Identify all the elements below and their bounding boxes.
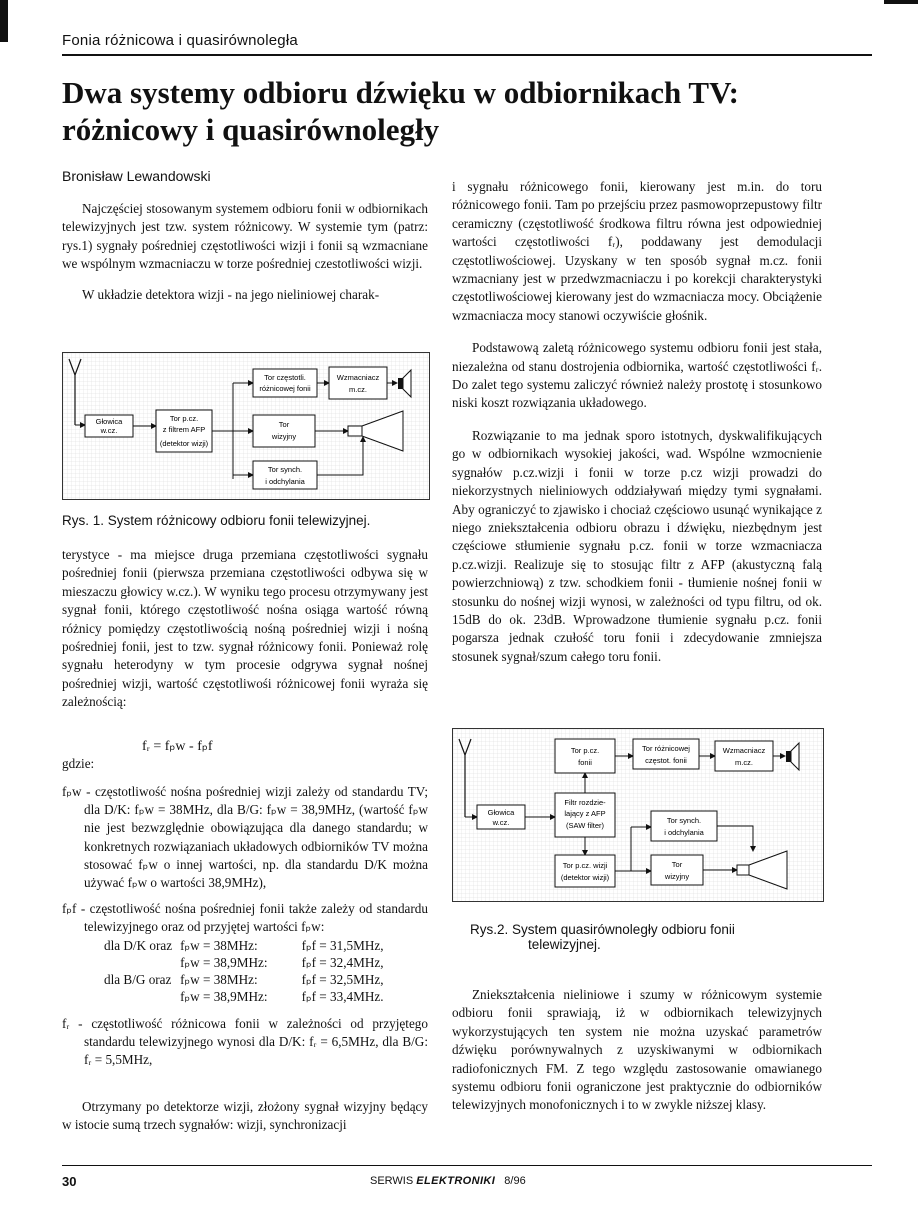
block-label: częstot. fonii [645, 756, 687, 765]
magazine-footer [370, 1175, 526, 1187]
block-label: i odchylania [265, 477, 305, 486]
header-rule [62, 54, 872, 56]
block-label: Filtr rozdzie- [564, 798, 606, 807]
formula: fᵣ = fₚw - fₚf [142, 739, 213, 754]
block-label: Tor synch. [666, 816, 702, 825]
table-cell: fₚw = 38,9MHz: [180, 988, 268, 1004]
table-cell: fₚw = 38MHz: [180, 971, 258, 987]
corner-mark [0, 0, 8, 42]
block-label: Tor [671, 860, 683, 869]
gdzie: gdzie: [62, 756, 95, 771]
paragraph: i sygnału różnicowego fonii, kierowany jest m.in. do toru różnicowego fonii. Tam po przejściu przez pasmowoprzepustowy filtr ceramiczny (częstotliwość środkowa filtru równa jest odpowiedniej wartości częstotliwości fᵣ), poddawany jest demodulacji częstotliwościowej. Uzyskany w ten sposób sygnał m.cz. fonii wzmacniany jest w przedwzmacniaczu i po korekcji charakterystyki częstotliwościowej kierowany jest do wzmacniacza mocy. Obciążenie wzmacniacza mocy stanowi oczywiście głośnik. [452, 179, 822, 323]
block-label: Wzmacniacz [336, 373, 380, 382]
caption-line: telewizyjnej. [528, 937, 601, 952]
section-header: Fonia różnicowa i quasirównoległa [62, 32, 298, 49]
caption-line: Rys.2. System quasirównoległy odbioru fonii [470, 922, 735, 937]
block-label: wizyjny [664, 872, 690, 881]
right-column-bottom [452, 986, 822, 1115]
left-column-bottom [62, 1098, 428, 1135]
block-label: Tor [278, 420, 290, 429]
block-label: (detektor wizji) [159, 439, 209, 448]
block-label: różnicowej fonii [259, 384, 311, 393]
block-label: z filtrem AFP [162, 425, 206, 434]
figure-1-diagram [63, 353, 429, 499]
table-row [104, 954, 392, 971]
block-label: Wzmacniacz [722, 746, 766, 755]
paragraph: Podstawową zaletą różnicowego systemu odbioru fonii jest stała, niezależna od stanu dostrojenia odbiornika, wartość częstotliwości fᵣ. Do zalet tego systemu zaliczyć również należy prostotę i stosunkowo niski koszt rozwiązania układowego. [452, 340, 822, 411]
block-label: m.cz. [735, 758, 753, 767]
block-label: w.cz. [492, 818, 510, 827]
block-label: Tor synch. [267, 465, 303, 474]
left-column-middle [62, 546, 428, 712]
figure-2-caption [470, 922, 822, 952]
paragraph: Zniekształcenia nieliniowe i szumy w różnicowym systemie odbioru fonii sprawiają, iż w odbiornikach telewizyjnych wykorzystujących ten system nie można uzyskać parametrów dźwięku porównywalnych z uzyskiwanymi w odbiornikach radiofonicznych FM. Z tego względu zastosowanie omawianego systemu odbioru fonii ograniczone jest praktycznie do odbiorników telewizyjnych monofonicznych i to w zwykle niższej klasy. [452, 987, 822, 1113]
paragraph: terystyce - ma miejsce druga przemiana częstotliwości sygnału pośredniej fonii (pierwsza przemiana częstotliwości odbywa się w mieszaczu głowicy w.cz.). W wyniku tego procesu otrzymywany jest sygnał fonii, którego częstotliwość nośna osiąga wartość równą różnicy pomiędzy częstotliwością nośną pośredniej wizji i nośną pośredniej fonii, jest to tzw. sygnał różnicowy fonii. Ponieważ rolę sygnału heterodyny w tym procesie odgrywa sygnał nośnej pośredniej wizji, wartość częstotliwośi różnicowej fonii wyraża się zależnością: [62, 547, 428, 710]
right-column-top [452, 178, 822, 666]
block-label: Głowica [487, 808, 515, 817]
paragraph: Rozwiązanie to ma jednak sporo istotnych, dyskwalifikujących go w odbiornikach wysokiej jakości, wad. Wspólne wzmocnienie sygnałów p.cz.wizji i fonii w torze p.cz wizji prowadzi do niekorzystnych nieliniowych oddziaływań między tymi sygnałami. Aby ograniczyć to zjawisko i chociaż częściowo usunąć wynikające z niego zniekształcenia odbioru obrazu i dźwięku, niezbędnym jest częściowe stłumienie sygnału p.cz. fonii w torze wzmacniacza p.cz.wizji. Realizuje się to stosując filtr z AFP (akustyczną falą powierzchniową) z tzw. schodkiem fonii - tłumienie nośnej fonii w stosunku do nośnej wizji wynosi, w zależności od typu filtru, od ok. 15dB do ok. 23dB. Wprowadzone tłumienie sygnału p.cz. fonii pogarsza jednak czułość toru fonii i zdecydowanie zmniejsza stosunek sygnał/szum całego toru fonii. [452, 427, 822, 664]
block-label: wizyjny [271, 432, 297, 441]
table-cell: dla B/G oraz [104, 971, 172, 987]
definition-fr: fᵣ - częstotliwość różnicowa fonii w zależności od przyjętego standardu telewizyjnego wynosi dla D/K: fᵣ = 6,5MHz, dla B/G: fᵣ = 5,5MHz, [62, 1015, 428, 1068]
block-label: Tor częstotli. [264, 373, 306, 382]
table-cell: fₚw = 38,9MHz: [180, 954, 268, 970]
issue: 8/96 [504, 1175, 526, 1187]
definition-fpw: fₚw - częstotliwość nośna pośredniej wizji zależy od standardu TV; dla D/K: fₚw = 38MHz, dla B/G: fₚw = 38,9MHz, (wartość fₚw nie jest bezwzględnie obowiązująca dla danego standardu; w konkretnych rozwiązaniach układowych odbiorników TV można stosować fₚw o innej wartości, np. dla standardu D/K można używać fₚw o wartości 38,9MHz), [62, 784, 428, 891]
magazine-name: ELEKTRONIKI [416, 1175, 496, 1187]
block-label: (SAW filter) [565, 821, 605, 830]
block-label: Tor różnicowej [642, 744, 690, 753]
block-wzmacniacz [329, 367, 387, 399]
block-label: w.cz. [100, 426, 118, 435]
paragraph: Najczęściej stosowanym systemem odbioru fonii w odbiornikach telewizyjnych jest tzw. system różnicowy. W systemie tym (patrz: rys.1) sygnały pośredniej częstotliwości wizji i fonii są wzmacniane we wspólnym wzmacniaczu w torze pośredniej czestotliwości wizji. [62, 201, 428, 272]
page-number: 30 [62, 1174, 77, 1189]
block-tor-pcz-wizji [555, 855, 615, 887]
block-label: Tor p.cz. [169, 414, 199, 423]
figure-1-caption: Rys. 1. System różnicowy odbioru fonii telewizyjnej. [62, 513, 371, 528]
table-row [104, 971, 392, 988]
footer-rule [62, 1165, 872, 1166]
table-cell [104, 954, 180, 971]
table-cell: fₚf = 32,5MHz, [301, 971, 384, 987]
block-label: m.cz. [349, 385, 367, 394]
article-title: Dwa systemy odbioru dźwięku w odbiornikach TV: różnicowy i quasirównoległy [62, 75, 739, 147]
figure-1 [62, 352, 430, 500]
figure-2-diagram [453, 729, 823, 901]
figure-2 [452, 728, 824, 902]
definition-fpf: fₚf - częstotliwość nośna pośredniej fonii także zależy od standardu telewizyjnego oraz od przyjętej wartości fₚw: [62, 901, 428, 935]
table-cell [104, 988, 180, 1005]
table-cell: fₚf = 32,4MHz, [301, 954, 384, 970]
table-cell: dla D/K oraz [104, 937, 173, 953]
top-edge-mark [884, 0, 918, 4]
fpf-table [104, 937, 392, 1005]
block-label: lający z AFP [564, 809, 606, 818]
block-label: i odchylania [664, 828, 704, 837]
table-cell: fₚf = 33,4MHz. [301, 988, 384, 1004]
paragraph: Otrzymany po detektorze wizji, złożony sygnał wizyjny będący w istocie sumą trzech sygnałów: wizji, synchronizacji [62, 1099, 428, 1133]
table-cell: fₚf = 31,5MHz, [301, 937, 384, 953]
block-label: Tor p.cz. wizji [562, 861, 608, 870]
definitions [62, 783, 428, 1069]
block-label: (detektor wizji) [560, 873, 610, 882]
table-row [104, 988, 392, 1005]
paragraph: W układzie detektora wizji - na jego nieliniowej charak- [82, 286, 380, 302]
block-label: Tor p.cz. [570, 746, 600, 755]
magazine-prefix: SERWIS [370, 1175, 414, 1187]
author: Bronisław Lewandowski [62, 168, 211, 184]
table-row [104, 937, 392, 954]
left-column-top [62, 200, 428, 304]
block-label: fonii [578, 758, 592, 767]
block-label: Głowica [95, 417, 123, 426]
block-tor-pcz-fonii [555, 739, 615, 773]
table-cell: fₚw = 38MHz: [180, 937, 258, 953]
